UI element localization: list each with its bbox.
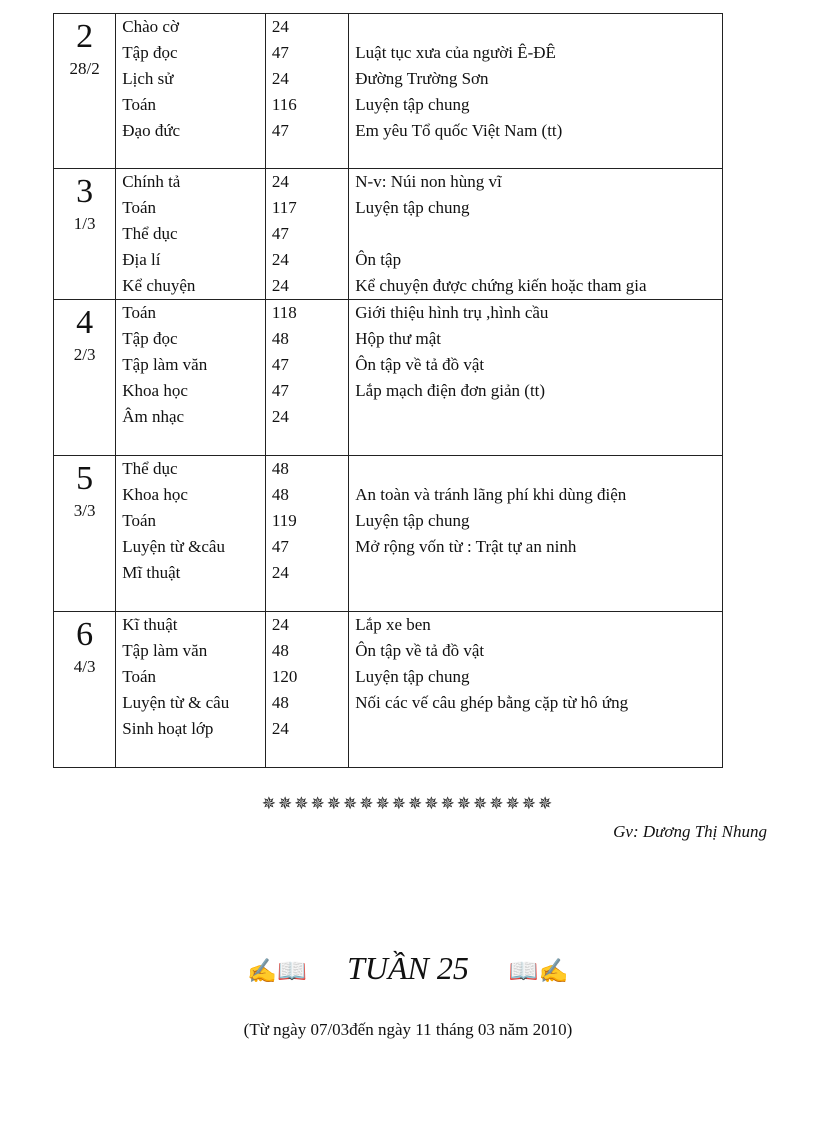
period-line: 120 bbox=[271, 667, 298, 686]
day-date: 28/2 bbox=[69, 59, 100, 78]
period-line: 117 bbox=[271, 198, 297, 217]
subject-line: Toán bbox=[122, 667, 157, 686]
lesson-line: An toàn và tránh lãng phí khi dùng điện bbox=[355, 485, 627, 504]
lesson-line bbox=[349, 560, 722, 586]
day-number: 6 bbox=[76, 616, 94, 653]
lesson-line: Hộp thư mật bbox=[355, 329, 441, 348]
subject-cell bbox=[116, 300, 266, 456]
period-line: 24 bbox=[271, 563, 289, 582]
period-line: 24 bbox=[271, 276, 289, 295]
subject-line: Luyện từ &câu bbox=[122, 537, 225, 556]
subject-line: Luyện từ & câu bbox=[122, 693, 230, 712]
day-cell bbox=[54, 300, 116, 456]
lesson-line bbox=[349, 14, 722, 40]
lesson-cell bbox=[349, 612, 723, 768]
subject-line: Thể dục bbox=[122, 459, 178, 478]
date-range-subtitle: (Từ ngày 07/03đến ngày 11 tháng 03 năm 2010) bbox=[243, 1020, 573, 1039]
period-line: 24 bbox=[271, 172, 289, 191]
subject-line: Toán bbox=[122, 511, 157, 530]
subject-line: Địa lí bbox=[122, 250, 161, 269]
subject-line: Khoa học bbox=[122, 485, 188, 504]
lesson-line: Nối các vế câu ghép bằng cặp từ hô ứng bbox=[355, 693, 629, 712]
period-cell bbox=[265, 14, 348, 169]
period-line: 24 bbox=[271, 69, 289, 88]
lesson-line: Lắp xe ben bbox=[355, 615, 431, 634]
period-line: 118 bbox=[271, 303, 297, 322]
weekly-schedule-table bbox=[53, 13, 723, 768]
subject-line: Toán bbox=[122, 95, 157, 114]
book-pen-decoration-left-icon: ✍📖 bbox=[247, 959, 308, 986]
period-line: 47 bbox=[271, 355, 289, 374]
period-line: 48 bbox=[271, 693, 289, 712]
lesson-cell bbox=[349, 14, 723, 169]
period-cell bbox=[265, 456, 348, 612]
subject-line: Toán bbox=[122, 198, 157, 217]
period-cell bbox=[265, 612, 348, 768]
day-block bbox=[54, 14, 723, 169]
subject-line: Kể chuyện bbox=[122, 276, 196, 295]
day-block bbox=[54, 169, 723, 300]
lesson-line: Giới thiệu hình trụ ,hình cầu bbox=[355, 303, 549, 322]
period-line: 48 bbox=[271, 329, 289, 348]
day-cell bbox=[54, 169, 116, 300]
period-cell bbox=[265, 169, 348, 300]
period-line: 47 bbox=[271, 43, 289, 62]
subject-line: Tập đọc bbox=[122, 43, 178, 62]
lesson-cell bbox=[349, 300, 723, 456]
lesson-line bbox=[349, 221, 722, 247]
lesson-line: Luyện tập chung bbox=[355, 95, 470, 114]
subject-cell bbox=[116, 169, 266, 300]
subject-line: Khoa học bbox=[122, 381, 188, 400]
week-title: TUẦN 25 bbox=[347, 950, 469, 986]
day-date: 3/3 bbox=[73, 501, 96, 520]
period-line: 47 bbox=[271, 537, 289, 556]
subject-line: Chào cờ bbox=[122, 17, 179, 36]
lesson-line: Lắp mạch điện đơn giản (tt) bbox=[355, 381, 546, 400]
lesson-line: Đường Trường Sơn bbox=[355, 69, 489, 88]
lesson-line: Luật tục xưa của người Ê-ĐÊ bbox=[355, 43, 556, 62]
lesson-line bbox=[349, 716, 722, 742]
lesson-line bbox=[349, 404, 722, 430]
day-date: 1/3 bbox=[73, 214, 96, 233]
book-pen-decoration-right-icon: 📖✍ bbox=[508, 959, 569, 986]
week-heading bbox=[0, 950, 816, 987]
period-line: 24 bbox=[271, 250, 289, 269]
lesson-cell bbox=[349, 169, 723, 300]
subject-cell bbox=[116, 612, 266, 768]
subject-cell bbox=[116, 14, 266, 169]
lesson-line: Luyện tập chung bbox=[355, 667, 470, 686]
day-block bbox=[54, 456, 723, 612]
lesson-line: Ôn tập về tả đồ vật bbox=[355, 641, 485, 660]
period-cell bbox=[265, 300, 348, 456]
period-line: 48 bbox=[271, 485, 289, 504]
star-separator: ✵✵✵✵✵✵✵✵✵✵✵✵✵✵✵✵✵✵ bbox=[261, 794, 555, 813]
subject-line: Chính tả bbox=[122, 172, 181, 191]
day-date: 2/3 bbox=[73, 345, 96, 364]
period-line: 48 bbox=[271, 459, 289, 478]
lesson-line: Ôn tập bbox=[355, 250, 402, 269]
subject-line: Kĩ thuật bbox=[122, 615, 178, 634]
day-block bbox=[54, 300, 723, 456]
period-line: 116 bbox=[271, 95, 297, 114]
subject-line: Đạo đức bbox=[122, 121, 181, 140]
period-line: 24 bbox=[271, 407, 289, 426]
period-line: 47 bbox=[271, 224, 289, 243]
day-cell bbox=[54, 456, 116, 612]
subject-line: Tập làm văn bbox=[122, 641, 208, 660]
subject-line: Toán bbox=[122, 303, 157, 322]
lesson-line: Mở rộng vốn từ : Trật tự an ninh bbox=[355, 537, 577, 556]
lesson-cell bbox=[349, 456, 723, 612]
day-number: 5 bbox=[76, 460, 94, 497]
period-line: 47 bbox=[271, 121, 289, 140]
lesson-line: Ôn tập về tả đồ vật bbox=[355, 355, 485, 374]
schedule-body bbox=[54, 14, 723, 768]
subject-line: Lịch sử bbox=[122, 69, 174, 88]
subject-line: Tập đọc bbox=[122, 329, 178, 348]
lesson-line: Luyện tập chung bbox=[355, 511, 470, 530]
lesson-line: Kể chuyện được chứng kiến hoặc tham gia bbox=[355, 276, 647, 295]
day-block bbox=[54, 612, 723, 768]
lesson-line: Luyện tập chung bbox=[355, 198, 470, 217]
period-line: 24 bbox=[271, 17, 289, 36]
subject-line: Sinh hoạt lớp bbox=[122, 719, 214, 738]
period-line: 119 bbox=[271, 511, 297, 530]
day-date: 4/3 bbox=[73, 657, 96, 676]
subject-line: Âm nhạc bbox=[122, 407, 185, 426]
lesson-line: N-v: Núi non hùng vĩ bbox=[355, 172, 502, 191]
day-number: 2 bbox=[76, 18, 94, 55]
day-cell bbox=[54, 14, 116, 169]
lesson-line bbox=[349, 456, 722, 482]
period-line: 48 bbox=[271, 641, 289, 660]
subject-line: Tập làm văn bbox=[122, 355, 208, 374]
day-number: 4 bbox=[76, 304, 94, 341]
subject-line: Thể dục bbox=[122, 224, 178, 243]
period-line: 47 bbox=[271, 381, 289, 400]
day-number: 3 bbox=[76, 173, 94, 210]
teacher-signature: Gv: Dương Thị Nhung bbox=[613, 822, 767, 841]
period-line: 24 bbox=[271, 615, 289, 634]
lesson-line: Em yêu Tổ quốc Việt Nam (tt) bbox=[355, 121, 563, 140]
subject-line: Mĩ thuật bbox=[122, 563, 181, 582]
day-cell bbox=[54, 612, 116, 768]
period-line: 24 bbox=[271, 719, 289, 738]
subject-cell bbox=[116, 456, 266, 612]
